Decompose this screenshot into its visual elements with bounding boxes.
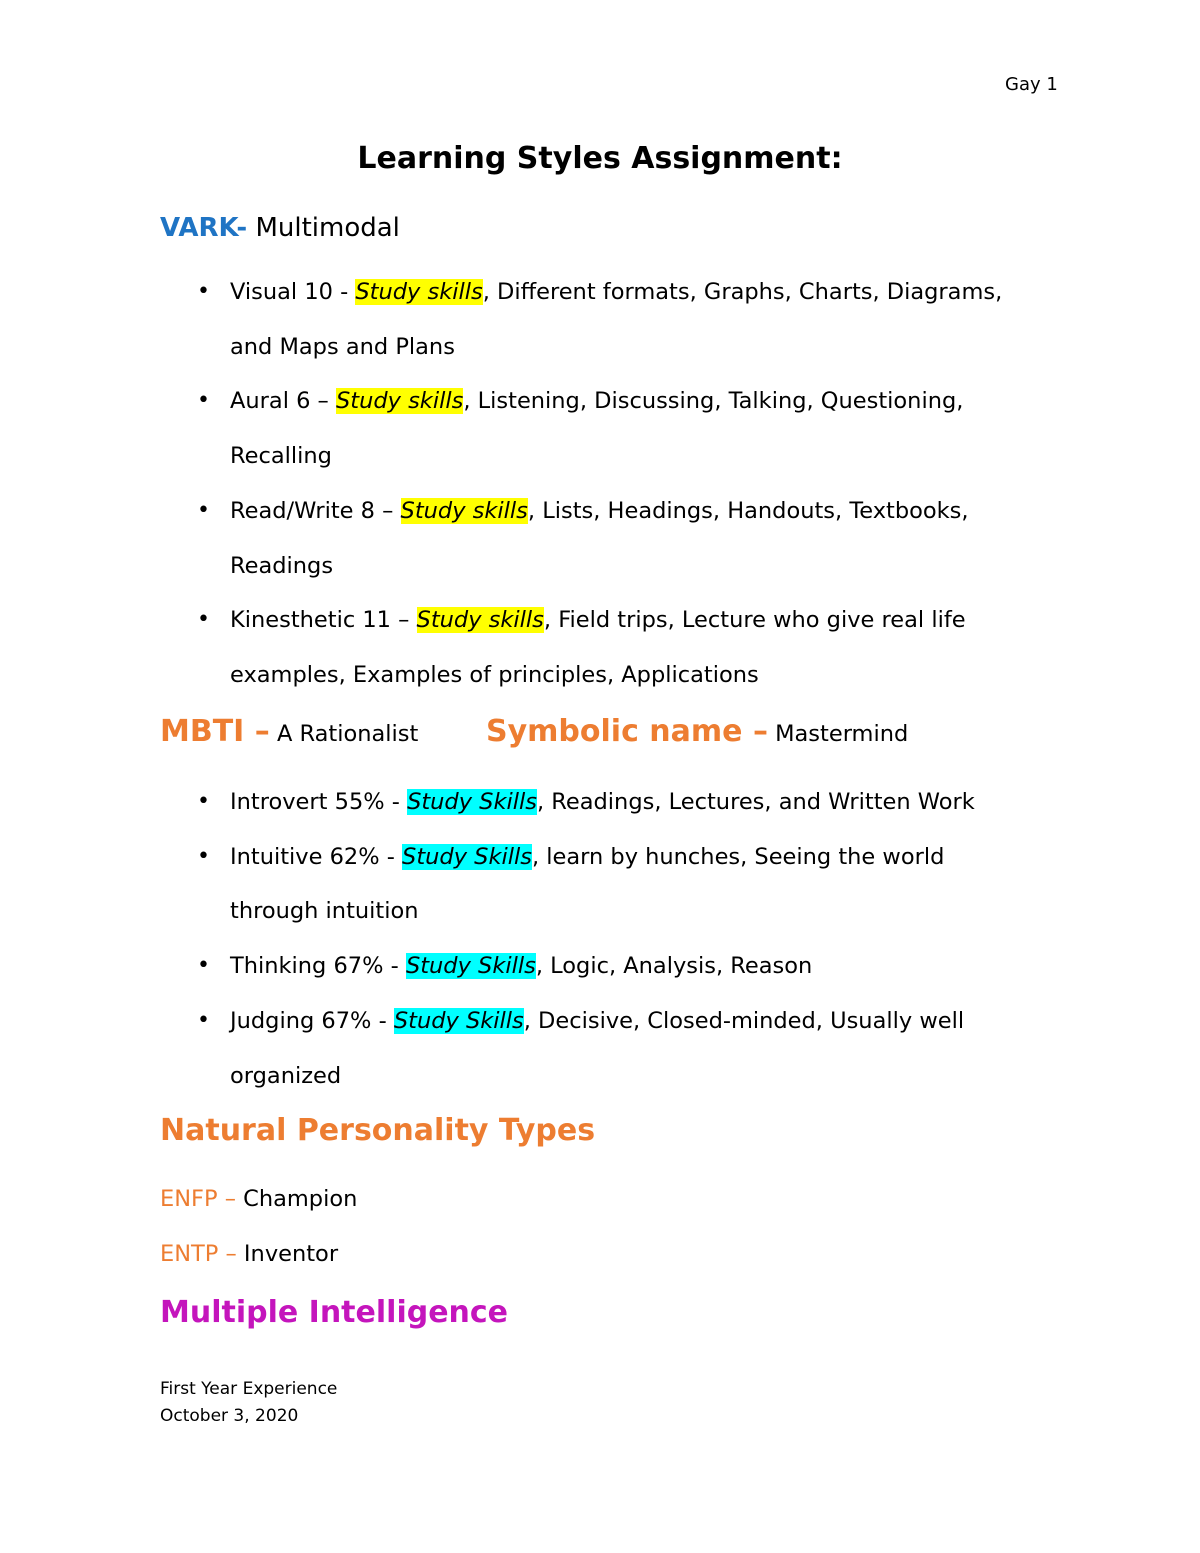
symbolic-name	[486, 714, 908, 749]
type-value: Inventor	[236, 1241, 339, 1267]
list-item	[160, 830, 1060, 939]
item-prefix: Visual 10 -	[230, 279, 356, 305]
multiple-intelligence-heading: Multiple Intelligence	[160, 1295, 509, 1330]
study-skills-highlight: Study Skills	[402, 843, 532, 870]
mbti-heading	[160, 714, 1060, 749]
list-item	[160, 374, 1060, 483]
item-rest: , Field trips, Lecture who give real life	[543, 607, 966, 634]
symbolic-name-value: Mastermind	[767, 721, 909, 747]
item-prefix: Aural 6 –	[230, 388, 336, 415]
bullet-icon: •	[197, 1007, 210, 1033]
list-item	[160, 775, 1060, 830]
item-rest: , Logic, Analysis, Reason	[535, 953, 813, 980]
list-item	[160, 484, 1060, 593]
vark-key: VARK-	[160, 213, 248, 243]
item-prefix: Intuitive 62% -	[230, 843, 403, 870]
bullet-icon: •	[197, 843, 210, 869]
item-continuation: and Maps and Plans	[230, 333, 455, 360]
vark-value: Multimodal	[247, 213, 400, 243]
study-skills-highlight: Study skills	[355, 279, 483, 305]
bullet-icon: •	[197, 607, 210, 633]
study-skills-highlight: Study skills	[416, 607, 544, 634]
personality-type-enfp	[160, 1186, 357, 1212]
study-skills-highlight: Study Skills	[405, 953, 536, 980]
type-key: ENTP –	[160, 1241, 237, 1267]
item-rest: , learn by hunches, Seeing the world	[531, 843, 945, 870]
type-key: ENFP –	[160, 1186, 236, 1212]
list-item	[160, 265, 1060, 374]
footer-course: First Year Experience	[160, 1379, 338, 1399]
item-rest: , Different formats, Graphs, Charts, Diagrams,	[482, 279, 1003, 305]
natural-personality-heading: Natural Personality Types	[160, 1113, 596, 1148]
item-continuation: organized	[230, 1062, 342, 1089]
mbti-list	[160, 775, 1060, 1103]
study-skills-highlight: Study Skills	[407, 789, 537, 815]
item-rest: , Lists, Headings, Handouts, Textbooks,	[527, 497, 969, 524]
footer-date: October 3, 2020	[160, 1406, 299, 1426]
bullet-icon: •	[197, 789, 210, 814]
list-item	[160, 994, 1060, 1103]
item-prefix: Thinking 67% -	[230, 953, 406, 980]
list-item	[160, 593, 1060, 702]
document-title: Learning Styles Assignment:	[357, 141, 843, 176]
item-prefix: Judging 67% -	[230, 1007, 394, 1034]
vark-list	[160, 265, 1060, 703]
study-skills-highlight: Study Skills	[393, 1007, 524, 1034]
personality-type-entp	[160, 1241, 338, 1267]
list-item	[160, 939, 1060, 994]
item-continuation: examples, Examples of principles, Applications	[230, 661, 759, 688]
item-prefix: Kinesthetic 11 –	[230, 607, 417, 634]
item-continuation: Recalling	[230, 443, 332, 470]
type-value: Champion	[235, 1186, 358, 1212]
study-skills-highlight: Study skills	[335, 388, 464, 415]
study-skills-highlight: Study skills	[400, 497, 528, 524]
item-rest: , Decisive, Closed-minded, Usually well	[523, 1007, 965, 1034]
item-continuation: Readings	[230, 552, 334, 579]
item-continuation: through intuition	[230, 898, 419, 925]
item-rest: , Listening, Discussing, Talking, Questioning,	[463, 388, 964, 415]
item-prefix: Read/Write 8 –	[230, 497, 401, 524]
item-prefix: Introvert 55% -	[230, 789, 408, 815]
symbolic-name-key: Symbolic name –	[486, 714, 768, 749]
item-rest: , Readings, Lectures, and Written Work	[536, 789, 975, 815]
vark-heading	[160, 213, 400, 243]
page-header-label: Gay 1	[1005, 74, 1058, 95]
mbti-key: MBTI –	[160, 714, 270, 749]
mbti-value: A Rationalist	[269, 721, 419, 747]
bullet-icon: •	[197, 388, 210, 414]
bullet-icon: •	[197, 953, 210, 979]
bullet-icon: •	[197, 497, 210, 523]
bullet-icon: •	[197, 279, 210, 304]
